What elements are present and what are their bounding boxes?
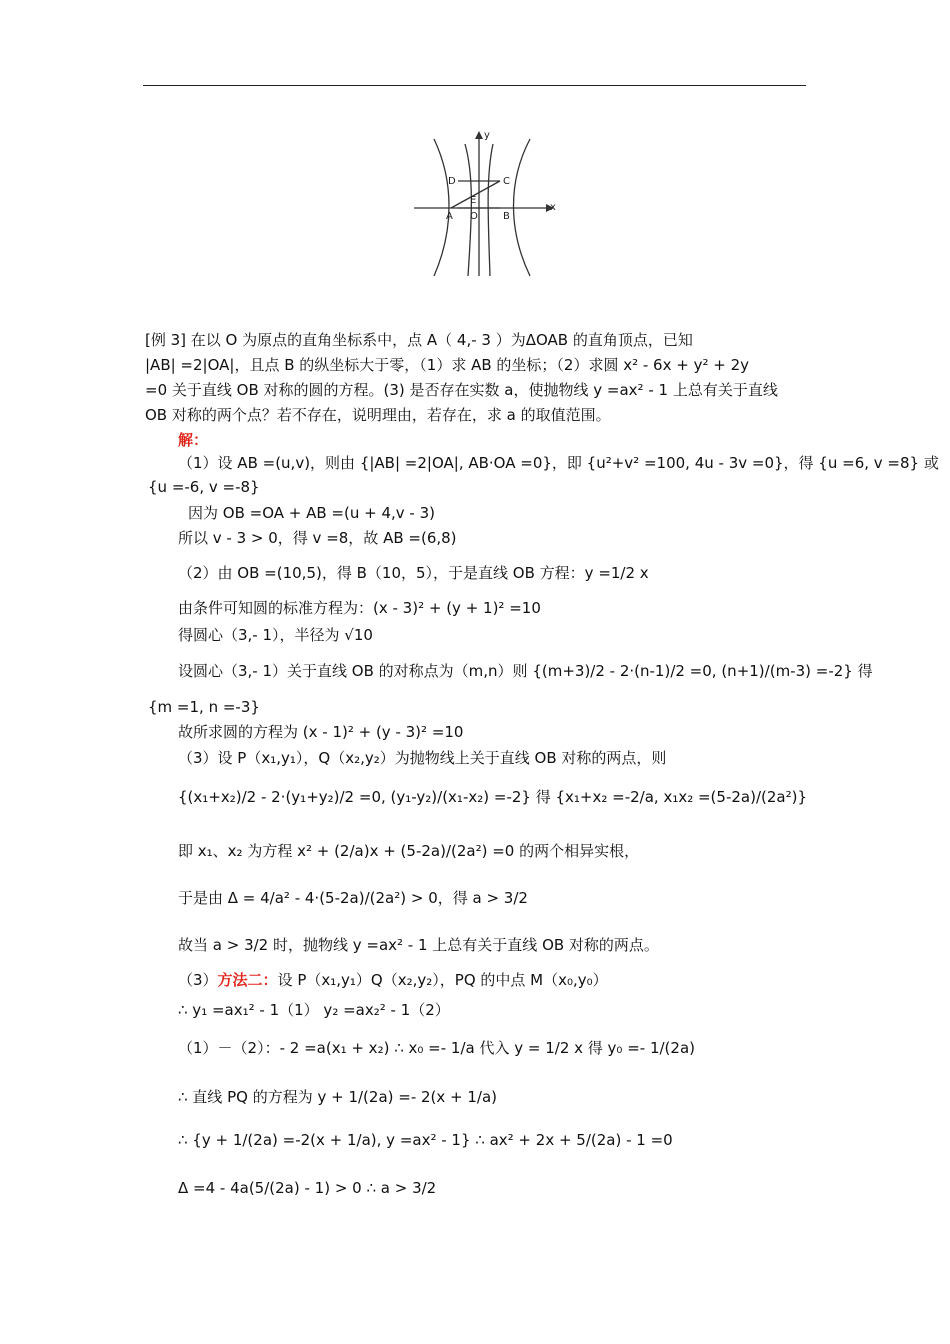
- parabola-left: [465, 144, 471, 276]
- solution-header: 解：: [178, 431, 209, 449]
- label-d: D: [448, 176, 456, 187]
- method-two-step-5: Δ =4 - 4a(5/(2a) - 1) > 0 ∴ a > 3/2: [178, 1179, 437, 1197]
- problem-line-4: OB 对称的两个点？若不存在，说明理由，若存在，求 a 的取值范围。: [145, 406, 611, 424]
- method-two-prefix: （3）: [178, 971, 218, 989]
- label-x: x: [550, 202, 556, 213]
- label-a: A: [446, 211, 453, 222]
- problem-line-2: |AB| =2|OA|，且点 B 的纵坐标大于零，（1）求 AB 的坐标；（2）求圆 x² - 6x + y² + 2y: [145, 356, 750, 374]
- solution-step-5: 由条件可知圆的标准方程为：(x - 3)² + (y + 1)² =10: [178, 599, 541, 617]
- problem-line-3: =0 关于直线 OB 对称的圆的方程。(3) 是否存在实数 a，使抛物线 y =ax² - 1 上总有关于直线: [145, 381, 778, 399]
- label-o: O: [470, 211, 478, 222]
- solution-step-4: （2）由 OB =(10,5)，得 B（10，5），于是直线 OB 方程：y =1/2 x: [178, 564, 649, 582]
- method-two-line: [178, 970, 608, 990]
- label-c: C: [503, 176, 510, 187]
- method-two-step-2: （1）－（2）：- 2 =a(x₁ + x₂) ∴ x₀ =- 1/a 代入 y = 1/2 x 得 y₀ =- 1/(2a): [178, 1039, 695, 1057]
- solution-step-3: 所以 v - 3 > 0，得 v =8，故 AB =(6,8): [178, 529, 457, 547]
- label-y: y: [484, 130, 490, 141]
- method-two-step-4: ∴ {y + 1/(2a) =-2(x + 1/a), y =ax² - 1} ∴ ax² + 2x + 5/(2a) - 1 =0: [178, 1131, 673, 1149]
- coordinate-figure: [410, 126, 560, 278]
- solution-step-1b: {u =-6, v =-8}: [148, 478, 260, 496]
- solution-step-6: 得圆心（3,- 1），半径为 √10: [178, 626, 373, 644]
- solution-step-12: 于是由 Δ = 4/a² - 4·(5-2a)/(2a²) > 0，得 a > 3/2: [178, 889, 528, 907]
- method-two-text: 设 P（x₁,y₁）Q（x₂,y₂），PQ 的中点 M（x₀,y₀）: [277, 971, 608, 989]
- solution-step-10: {(x₁+x₂)/2 - 2·(y₁+y₂)/2 =0, (y₁-y₂)/(x₁-x₂) =-2} 得 {x₁+x₂ =-2/a, x₁x₂ =(5-2a)/(2a²)}: [178, 788, 808, 806]
- method-two-step-3: ∴ 直线 PQ 的方程为 y + 1/(2a) =- 2(x + 1/a): [178, 1088, 498, 1106]
- solution-step-1: （1）设 AB =(u,v)，则由 {|AB| =2|OA|, AB·OA =0}，即 {u²+v² =100, 4u - 3v =0}，得 {u =6, v =8} 或: [178, 454, 939, 472]
- solution-step-8: 故所求圆的方程为 (x - 1)² + (y - 3)² =10: [178, 723, 464, 741]
- parabola-right: [488, 144, 493, 276]
- solution-step-11: 即 x₁、x₂ 为方程 x² + (2/a)x + (5-2a)/(2a²) =0 的两个相异实根，: [178, 842, 640, 860]
- solution-step-9: （3）设 P（x₁,y₁），Q（x₂,y₂）为抛物线上关于直线 OB 对称的两点，则: [178, 749, 667, 767]
- label-b: B: [503, 211, 510, 222]
- problem-line-1: [例 3] 在以 O 为原点的直角坐标系中，点 A（ 4,- 3 ）为ΔOAB 的直角顶点，已知: [145, 331, 693, 349]
- method-two-label: 方法二：: [217, 971, 278, 989]
- solution-step-2: 因为 OB =OA + AB =(u + 4,v - 3): [188, 504, 435, 522]
- solution-step-7b: {m =1, n =-3}: [148, 698, 260, 716]
- solution-step-13: 故当 a > 3/2 时，抛物线 y =ax² - 1 上总有关于直线 OB 对称的两点。: [178, 936, 659, 954]
- solution-step-7: 设圆心（3,- 1）关于直线 OB 的对称点为（m,n）则 {(m+3)/2 - 2·(n-1)/2 =0, (n+1)/(m-3) =-2} 得: [178, 662, 873, 680]
- label-e: E: [470, 195, 477, 206]
- header-rule: [143, 85, 806, 86]
- method-two-step-1: ∴ y₁ =ax₁² - 1（1） y₂ =ax₂² - 1（2）: [178, 1001, 450, 1019]
- y-axis-arrow: [475, 131, 483, 139]
